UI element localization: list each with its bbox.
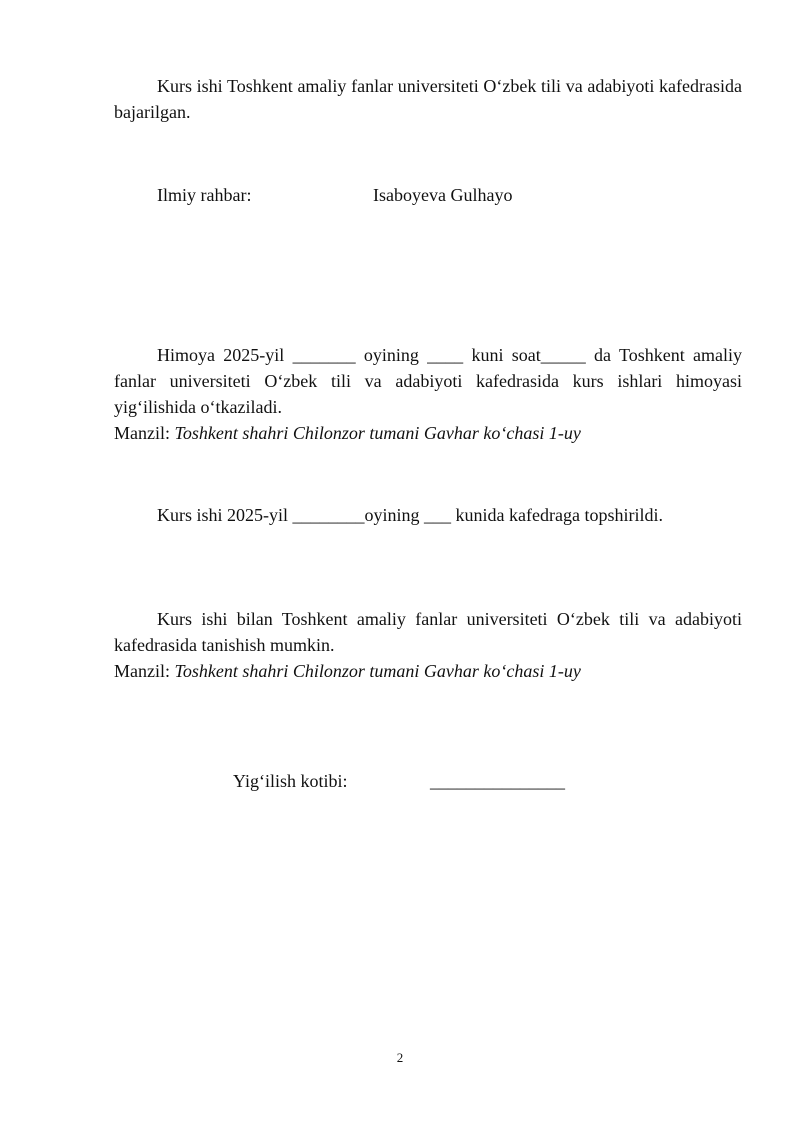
intro-section: [114, 73, 742, 125]
defense-paragraph: Himoya 2025-yil _______ oyining ____ kuni soat_____ da Toshkent amaliy fanlar universiteti O‘zbek tili va adabiyoti kafedrasida kurs ishlari himoyasi yig‘ilishida o‘tkaziladi.: [114, 345, 742, 417]
supervisor-name: Isaboyeva Gulhayo: [373, 185, 513, 205]
page-number: 2: [396, 1050, 404, 1065]
defense-section: [114, 342, 742, 446]
intro-paragraph: Kurs ishi Toshkent amaliy fanlar universiteti O‘zbek tili va adabiyoti kafedrasida bajarilgan.: [114, 76, 742, 122]
access-address-label: Manzil:: [114, 661, 170, 681]
supervisor-label: Ilmiy rahbar:: [157, 185, 252, 205]
access-address: Toshkent shahri Chilonzor tumani Gavhar ko‘chasi 1-uy: [174, 661, 581, 681]
submission-section: [114, 502, 742, 528]
access-address-line: [114, 658, 742, 684]
submission-paragraph: Kurs ishi 2025-yil ________oyining ___ kunida kafedraga topshirildi.: [157, 505, 663, 525]
defense-address-line: [114, 420, 742, 446]
secretary-label: Yig‘ilish kotibi:: [233, 771, 348, 791]
secretary-signature-blank: _______________: [430, 771, 565, 791]
defense-address-label: Manzil:: [114, 423, 170, 443]
access-section: [114, 606, 742, 684]
defense-address: Toshkent shahri Chilonzor tumani Gavhar ko‘chasi 1-uy: [174, 423, 581, 443]
access-paragraph: Kurs ishi bilan Toshkent amaliy fanlar universiteti O‘zbek tili va adabiyoti kafedrasida tanishish mumkin.: [114, 609, 742, 655]
